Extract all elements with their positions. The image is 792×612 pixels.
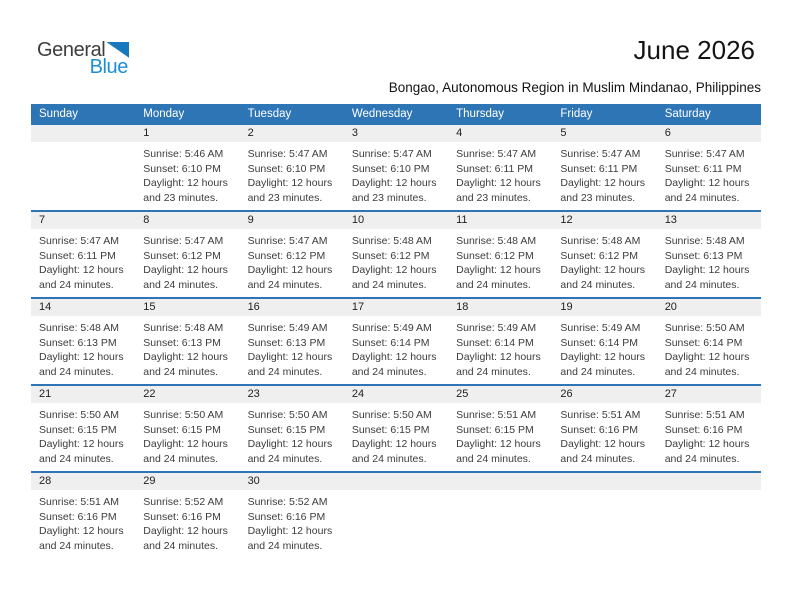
day-number: 12 [552,212,656,229]
day-cell-empty [448,472,552,558]
sunrise-text: Sunrise: 5:50 AM [247,409,328,421]
day-number: 3 [344,125,448,142]
day-number [344,473,448,490]
sunset-text: Sunset: 6:14 PM [456,336,534,349]
day-cell-10 [344,211,448,298]
day-number: 28 [31,473,135,490]
sunrise-text: Sunrise: 5:50 AM [143,409,224,421]
day-cell-20 [657,298,761,385]
day-cell-9 [240,211,344,298]
day-cell-16 [240,298,344,385]
day-number [448,473,552,490]
sunrise-text: Sunrise: 5:47 AM [664,148,745,160]
sunset-text: Sunset: 6:15 PM [456,423,534,436]
day-number: 4 [448,125,552,142]
day-cell-3 [344,125,448,211]
day-number: 23 [240,386,344,403]
day-number: 20 [657,299,761,316]
sunrise-text: Sunrise: 5:49 AM [456,322,537,334]
sunset-text: Sunset: 6:16 PM [143,510,221,523]
sunset-text: Sunset: 6:12 PM [143,249,221,262]
sunrise-text: Sunrise: 5:48 AM [351,235,432,247]
day-number: 30 [240,473,344,490]
day-number: 11 [448,212,552,229]
day-number [31,125,135,142]
sunset-text: Sunset: 6:13 PM [39,336,117,349]
day-number: 17 [344,299,448,316]
day-cell-15 [135,298,239,385]
weekday-header-friday: Friday [552,104,656,125]
sunset-text: Sunset: 6:14 PM [351,336,430,349]
weekday-header-saturday: Saturday [657,104,761,125]
daylight-text: Daylight: 12 hours and 24 minutes. [560,264,646,291]
sunrise-text: Sunrise: 5:52 AM [143,496,224,508]
sunrise-text: Sunrise: 5:47 AM [560,148,641,160]
sunset-text: Sunset: 6:11 PM [560,162,638,175]
sunrise-text: Sunrise: 5:48 AM [560,235,641,247]
general-blue-logo [37,40,137,77]
daylight-text: Daylight: 12 hours and 24 minutes. [143,351,228,378]
day-cell-18 [448,298,552,385]
daylight-text: Daylight: 12 hours and 24 minutes. [39,351,124,378]
sunset-text: Sunset: 6:10 PM [247,162,326,175]
sunset-text: Sunset: 6:13 PM [247,336,326,349]
day-number: 5 [552,125,656,142]
sunset-text: Sunset: 6:15 PM [351,423,430,436]
sunset-text: Sunset: 6:10 PM [351,162,430,175]
sunset-text: Sunset: 6:14 PM [664,336,743,349]
sunset-text: Sunset: 6:16 PM [664,423,743,436]
sunset-text: Sunset: 6:11 PM [39,249,116,262]
sunset-text: Sunset: 6:12 PM [560,249,639,262]
daylight-text: Daylight: 12 hours and 24 minutes. [143,264,228,291]
day-number: 8 [135,212,239,229]
daylight-text: Daylight: 12 hours and 24 minutes. [39,525,124,552]
daylight-text: Daylight: 12 hours and 24 minutes. [247,438,333,465]
daylight-text: Daylight: 12 hours and 24 minutes. [664,351,750,378]
day-number: 22 [135,386,239,403]
daylight-text: Daylight: 12 hours and 24 minutes. [664,438,750,465]
daylight-text: Daylight: 12 hours and 24 minutes. [560,438,646,465]
daylight-text: Daylight: 12 hours and 24 minutes. [247,525,333,552]
daylight-text: Daylight: 12 hours and 24 minutes. [456,351,541,378]
sunset-text: Sunset: 6:16 PM [39,510,117,523]
day-cell-13 [657,211,761,298]
page-title: June 2026 [633,35,755,65]
sunset-text: Sunset: 6:13 PM [143,336,221,349]
day-number: 18 [448,299,552,316]
day-number: 10 [344,212,448,229]
daylight-text: Daylight: 12 hours and 23 minutes. [351,177,437,204]
sunrise-text: Sunrise: 5:47 AM [351,148,432,160]
daylight-text: Daylight: 12 hours and 24 minutes. [351,351,437,378]
sunrise-text: Sunrise: 5:49 AM [247,322,328,334]
day-cell-empty [31,125,135,211]
week-row-2 [31,211,761,298]
sunrise-text: Sunrise: 5:51 AM [456,409,537,421]
daylight-text: Daylight: 12 hours and 23 minutes. [560,177,646,204]
sunrise-text: Sunrise: 5:48 AM [456,235,537,247]
sunset-text: Sunset: 6:11 PM [664,162,742,175]
day-cell-21 [31,385,135,472]
daylight-text: Daylight: 12 hours and 24 minutes. [560,351,646,378]
daylight-text: Daylight: 12 hours and 24 minutes. [143,438,228,465]
day-cell-4 [448,125,552,211]
sunrise-text: Sunrise: 5:47 AM [247,235,328,247]
day-cell-14 [31,298,135,385]
day-number: 6 [657,125,761,142]
day-cell-empty [344,472,448,558]
day-number [552,473,656,490]
sunrise-text: Sunrise: 5:48 AM [664,235,745,247]
sunrise-text: Sunrise: 5:50 AM [351,409,432,421]
day-cell-27 [657,385,761,472]
day-number: 1 [135,125,239,142]
daylight-text: Daylight: 12 hours and 24 minutes. [456,264,541,291]
week-row-3 [31,298,761,385]
day-cell-2 [240,125,344,211]
sunrise-text: Sunrise: 5:50 AM [664,322,745,334]
day-cell-empty [657,472,761,558]
sunset-text: Sunset: 6:15 PM [247,423,326,436]
daylight-text: Daylight: 12 hours and 23 minutes. [247,177,333,204]
day-cell-22 [135,385,239,472]
sunset-text: Sunset: 6:15 PM [39,423,117,436]
weekday-header-wednesday: Wednesday [344,104,448,125]
day-cell-19 [552,298,656,385]
day-number: 27 [657,386,761,403]
day-cell-1 [135,125,239,211]
day-cell-26 [552,385,656,472]
day-cell-25 [448,385,552,472]
daylight-text: Daylight: 12 hours and 23 minutes. [143,177,228,204]
sunset-text: Sunset: 6:12 PM [456,249,534,262]
sunrise-text: Sunrise: 5:48 AM [39,322,119,334]
day-cell-empty [552,472,656,558]
location-subtitle: Bongao, Autonomous Region in Muslim Mindanao, Philippines [388,80,761,95]
daylight-text: Daylight: 12 hours and 24 minutes. [351,438,437,465]
sunrise-text: Sunrise: 5:52 AM [247,496,328,508]
day-number: 2 [240,125,344,142]
day-cell-11 [448,211,552,298]
sunrise-text: Sunrise: 5:51 AM [39,496,119,508]
day-cell-28 [31,472,135,558]
day-number: 15 [135,299,239,316]
day-cell-5 [552,125,656,211]
daylight-text: Daylight: 12 hours and 24 minutes. [247,351,333,378]
day-cell-23 [240,385,344,472]
day-number: 7 [31,212,135,229]
day-number: 29 [135,473,239,490]
sunrise-text: Sunrise: 5:47 AM [456,148,537,160]
daylight-text: Daylight: 12 hours and 24 minutes. [39,438,124,465]
sunset-text: Sunset: 6:12 PM [247,249,326,262]
daylight-text: Daylight: 12 hours and 24 minutes. [143,525,228,552]
weekday-header-row [31,104,761,125]
sunset-text: Sunset: 6:16 PM [560,423,639,436]
day-cell-12 [552,211,656,298]
sunrise-text: Sunrise: 5:50 AM [39,409,119,421]
logo-text-general: General [37,39,106,61]
day-cell-30 [240,472,344,558]
day-number: 21 [31,386,135,403]
sunrise-text: Sunrise: 5:47 AM [247,148,328,160]
week-row-4 [31,385,761,472]
day-number: 24 [344,386,448,403]
day-cell-8 [135,211,239,298]
sunrise-text: Sunrise: 5:49 AM [560,322,641,334]
daylight-text: Daylight: 12 hours and 24 minutes. [247,264,333,291]
daylight-text: Daylight: 12 hours and 24 minutes. [664,177,750,204]
sunset-text: Sunset: 6:16 PM [247,510,326,523]
logo-text-blue: Blue [89,56,128,78]
daylight-text: Daylight: 12 hours and 24 minutes. [664,264,750,291]
day-number: 13 [657,212,761,229]
sunset-text: Sunset: 6:12 PM [351,249,430,262]
day-number [657,473,761,490]
weekday-header-tuesday: Tuesday [240,104,344,125]
sunrise-text: Sunrise: 5:46 AM [143,148,224,160]
calendar-table [31,104,761,558]
daylight-text: Daylight: 12 hours and 24 minutes. [39,264,124,291]
sunrise-text: Sunrise: 5:47 AM [39,235,119,247]
day-cell-29 [135,472,239,558]
day-number: 9 [240,212,344,229]
sunset-text: Sunset: 6:15 PM [143,423,221,436]
day-cell-6 [657,125,761,211]
sunset-text: Sunset: 6:14 PM [560,336,639,349]
day-number: 16 [240,299,344,316]
sunset-text: Sunset: 6:11 PM [456,162,533,175]
day-cell-17 [344,298,448,385]
day-number: 26 [552,386,656,403]
sunrise-text: Sunrise: 5:51 AM [560,409,641,421]
weekday-header-monday: Monday [135,104,239,125]
weekday-header-sunday: Sunday [31,104,135,125]
sunrise-text: Sunrise: 5:48 AM [143,322,224,334]
daylight-text: Daylight: 12 hours and 24 minutes. [351,264,437,291]
day-cell-24 [344,385,448,472]
week-row-1 [31,125,761,211]
weekday-header-thursday: Thursday [448,104,552,125]
sunrise-text: Sunrise: 5:49 AM [351,322,432,334]
week-row-5 [31,472,761,558]
sunrise-text: Sunrise: 5:47 AM [143,235,224,247]
daylight-text: Daylight: 12 hours and 23 minutes. [456,177,541,204]
daylight-text: Daylight: 12 hours and 24 minutes. [456,438,541,465]
sunset-text: Sunset: 6:13 PM [664,249,743,262]
day-cell-7 [31,211,135,298]
day-number: 25 [448,386,552,403]
day-number: 19 [552,299,656,316]
day-number: 14 [31,299,135,316]
sunrise-text: Sunrise: 5:51 AM [664,409,745,421]
sunset-text: Sunset: 6:10 PM [143,162,221,175]
